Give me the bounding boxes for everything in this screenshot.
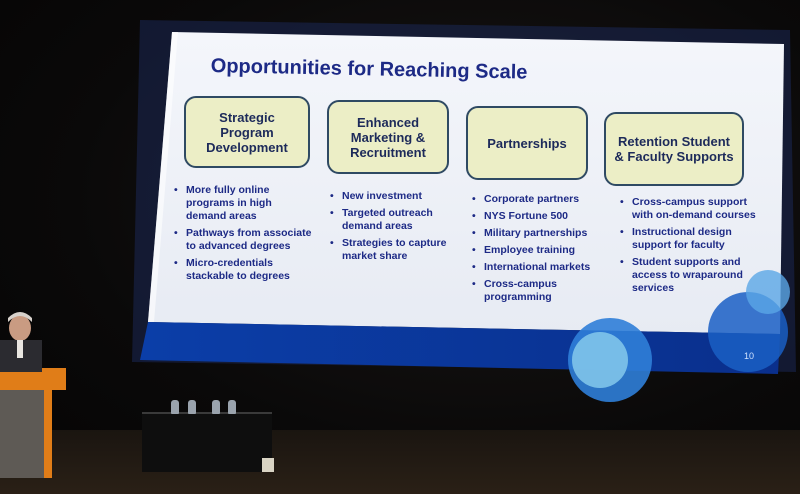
water-bottle-icon	[228, 400, 236, 414]
column-heading: Strategic Program Development	[206, 109, 288, 155]
bullet-item: • Instructional design support for faculty	[618, 226, 768, 252]
podium-with-speaker	[0, 368, 66, 480]
bullet-item: • Cross-campus support with on-demand courses	[618, 196, 768, 222]
column-bullet-list	[618, 196, 768, 299]
column-heading: Enhanced Marketing & Recruitment	[350, 114, 426, 160]
presentation-table	[142, 412, 272, 472]
speaker-figure	[0, 312, 60, 372]
bullet-item: • Student supports and access to wraparound services	[618, 256, 768, 295]
bullet-item: • Targeted outreach demand areas	[328, 207, 458, 233]
bullet-item: • NYS Fortune 500	[470, 210, 610, 223]
bullet-item: • Micro-credentials stackable to degrees	[172, 257, 312, 283]
column-bullet-list	[172, 184, 312, 287]
column-heading: Retention Student & Faculty Supports	[614, 134, 734, 164]
column-heading-box	[184, 96, 310, 168]
column-heading-box	[466, 106, 588, 180]
column-heading-box	[604, 112, 744, 186]
bullet-item: • More fully online programs in high demand areas	[172, 184, 312, 223]
bullet-item: • Cross-campus programming	[470, 278, 610, 304]
water-bottle-icon	[212, 400, 220, 414]
bullet-item: • Employee training	[470, 244, 610, 257]
column-bullet-list	[328, 190, 458, 267]
bullet-item: • International markets	[470, 261, 610, 274]
bullet-item: • New investment	[328, 190, 458, 203]
bullet-item: • Military partnerships	[470, 227, 610, 240]
bullet-item: • Strategies to capture market share	[328, 237, 458, 263]
water-bottle-icon	[171, 400, 179, 414]
bullet-item: • Pathways from associate to advanced degrees	[172, 227, 312, 253]
column-heading: Partnerships	[487, 135, 567, 151]
slide-title: Opportunities for Reaching Scale	[210, 55, 528, 84]
water-bottle-icon	[188, 400, 196, 414]
column-bullet-list	[470, 193, 610, 308]
cup-icon	[262, 458, 274, 472]
slide-page-number: 10	[744, 351, 755, 361]
bullet-item: • Corporate partners	[470, 193, 610, 206]
column-heading-box	[327, 100, 449, 174]
